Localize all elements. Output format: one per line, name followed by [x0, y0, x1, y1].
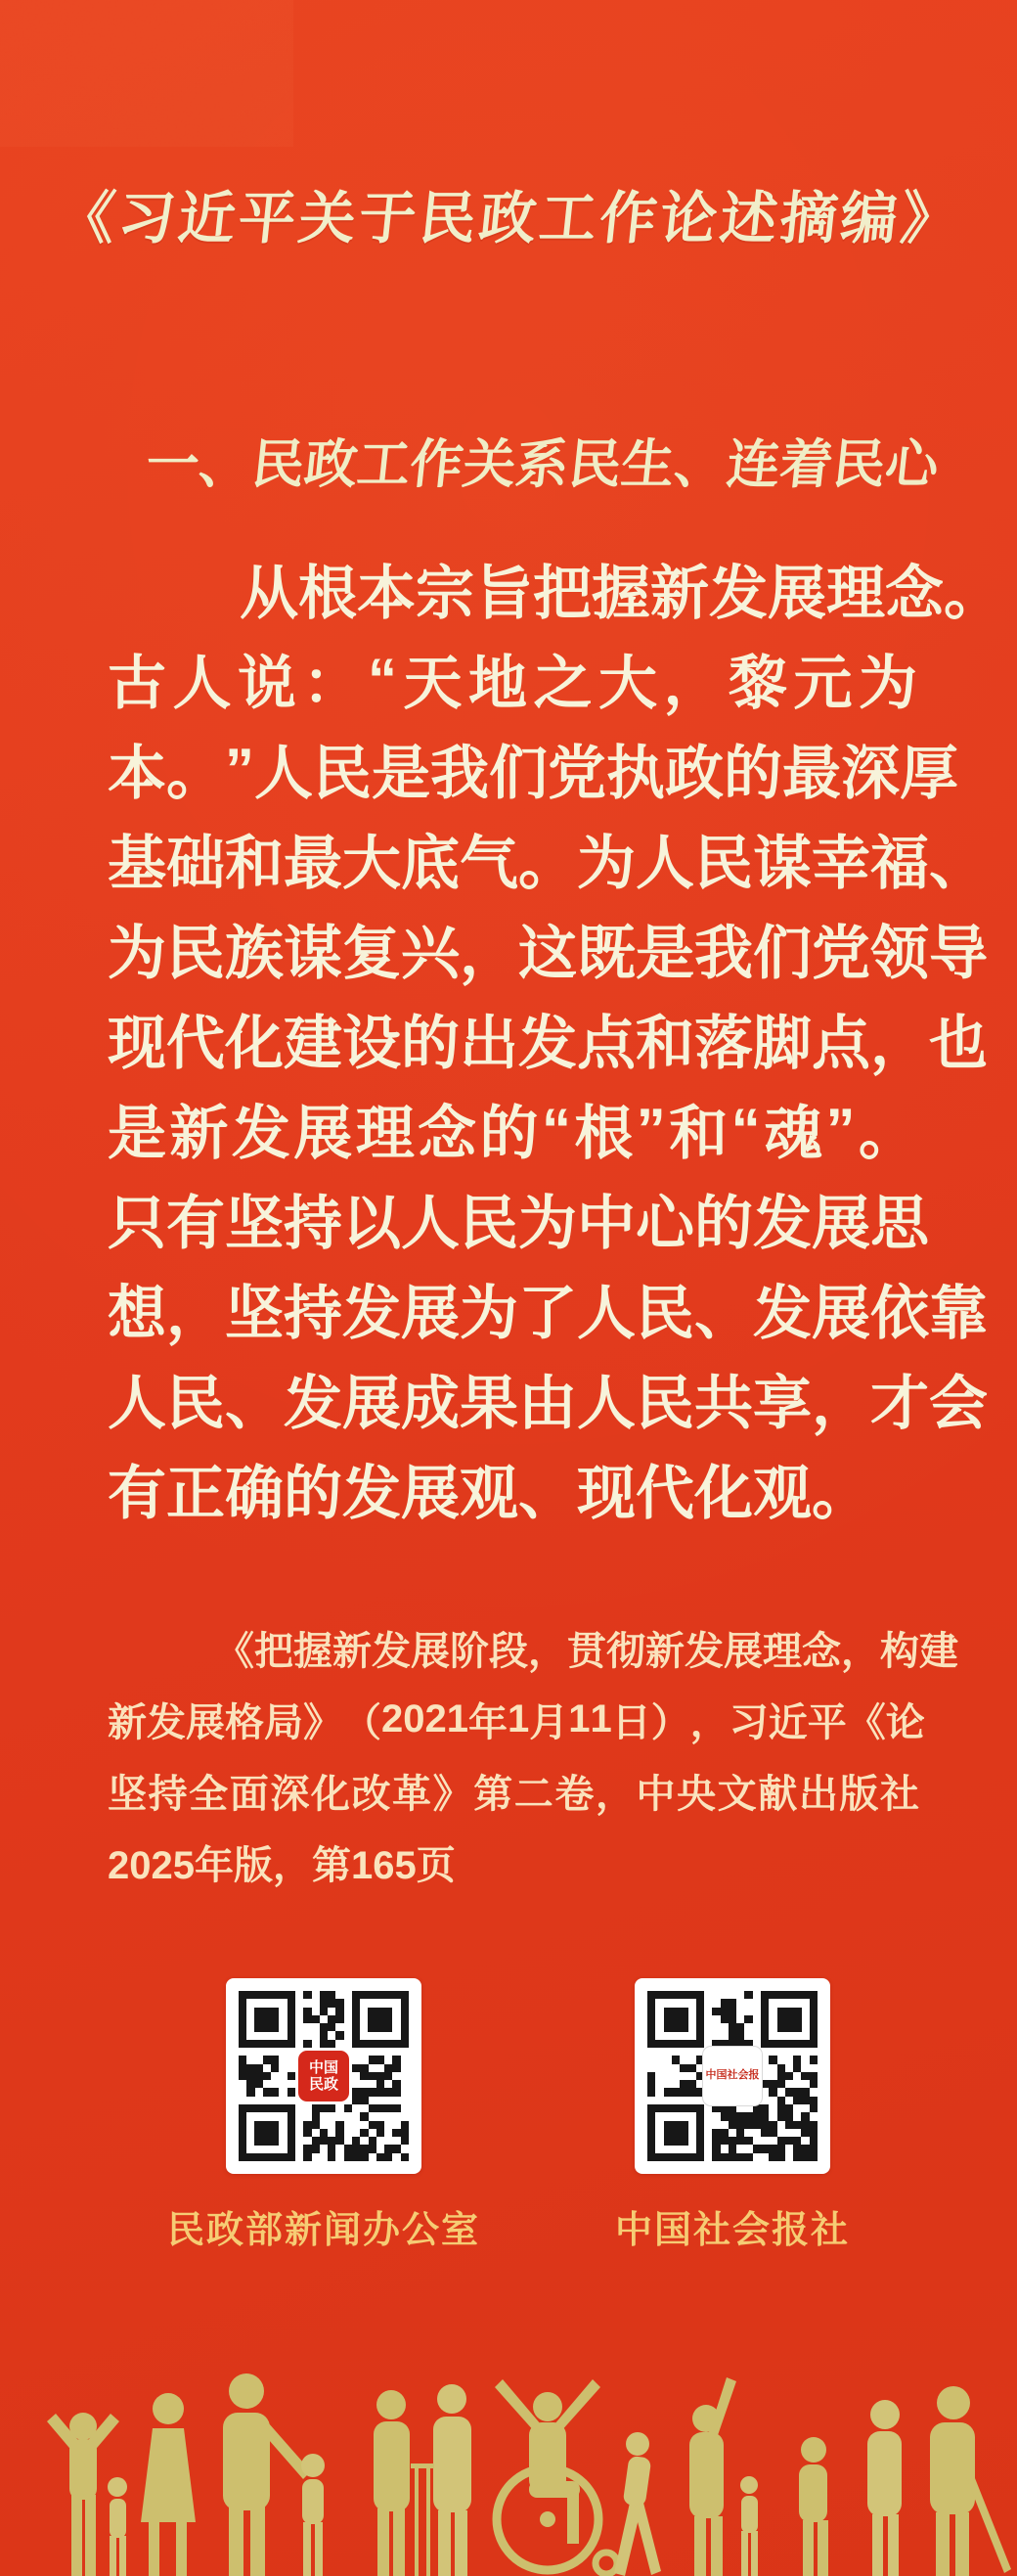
qr-finder-icon	[239, 1991, 295, 2048]
body-line: 现 代 化 建 设 的 出 发 点 和 落 脚 点 ， 也	[108, 1011, 988, 1076]
qr-code-china-society-news	[635, 1978, 830, 2174]
qr-column-mca	[167, 1978, 480, 2253]
section-heading: 一 、 民 政 工 作 关 系 民 生 、 连 着 民 心	[143, 434, 942, 494]
body-line: 基 础 和 最 大 底 气 。 为 人 民 谋 幸 福 、	[108, 831, 988, 896]
citation-line: 2025年版，第165页	[108, 1844, 456, 1887]
body-line: 为 民 族 谋 复 兴 ， 这 既 是 我 们 党 领 导	[108, 921, 988, 986]
body-line: 想 ， 坚 持 发 展 为 了 人 民 、 发 展 依 靠	[108, 1281, 988, 1346]
body-paragraph	[108, 544, 1002, 1534]
qr-center-logo-society-news: 中国社会报	[702, 2046, 763, 2106]
body-line: 从 根 本 宗 旨 把 握 新 发 展 理 念 。	[240, 561, 1002, 626]
qr-finder-icon	[647, 2104, 704, 2161]
body-line: 人 民 、 发 展 成 果 由 人 民 共 享 ， 才 会	[108, 1371, 988, 1436]
qr-code-section	[0, 1978, 1017, 2253]
qr-label-mca-news-office: 民政部新闻办公室	[166, 2210, 480, 2251]
qr-code-mca-news-office	[226, 1978, 421, 2174]
citation-line: 新 发 展 格 局 》 （ 2 0 2 1 年 1 月 1 1 日 ） ， 习 近 平 《 论	[108, 1697, 925, 1744]
qr-finder-icon	[352, 1991, 409, 2048]
citation-line: 坚 持 全 面 深 化 改 革 》 第 二 卷 ， 中 央 文 献 出 版 社	[108, 1773, 919, 1816]
citation-line: 《 把 握 新 发 展 阶 段 ， 贯 彻 新 发 展 理 念 ， 构 建	[215, 1630, 958, 1673]
body-line: 本 。 ” 人 民 是 我 们 党 执 政 的 最 深 厚	[108, 736, 958, 806]
poster-title: 《 习 近 平 关 于 民 政 工 作 论 述 摘 编 》	[55, 187, 961, 250]
qr-column-social-news	[615, 1978, 850, 2253]
body-line: 有正确的发展观、现代化观。	[108, 1461, 870, 1526]
qr-center-logo-china-mca: 中国民政	[296, 2049, 351, 2103]
qr-label-china-society-news: 中国社会报社	[615, 2210, 851, 2251]
qr-finder-icon	[239, 2104, 295, 2161]
body-line: 是 新 发 展 理 念 的 “ 根 ” 和 “ 魂 ” 。	[108, 1096, 917, 1166]
qr-finder-icon	[647, 1991, 704, 2048]
people-silhouettes-illustration	[0, 2328, 1017, 2576]
body-line: 古 人 说 ： “ 天 地 之 大 ， 黎 元 为	[108, 646, 917, 716]
source-citation	[108, 1612, 958, 1898]
qr-finder-icon	[761, 1991, 818, 2048]
body-line: 只 有 坚 持 以 人 民 为 中 心 的 发 展 思	[108, 1191, 929, 1256]
paper-texture-overlay	[0, 0, 293, 147]
